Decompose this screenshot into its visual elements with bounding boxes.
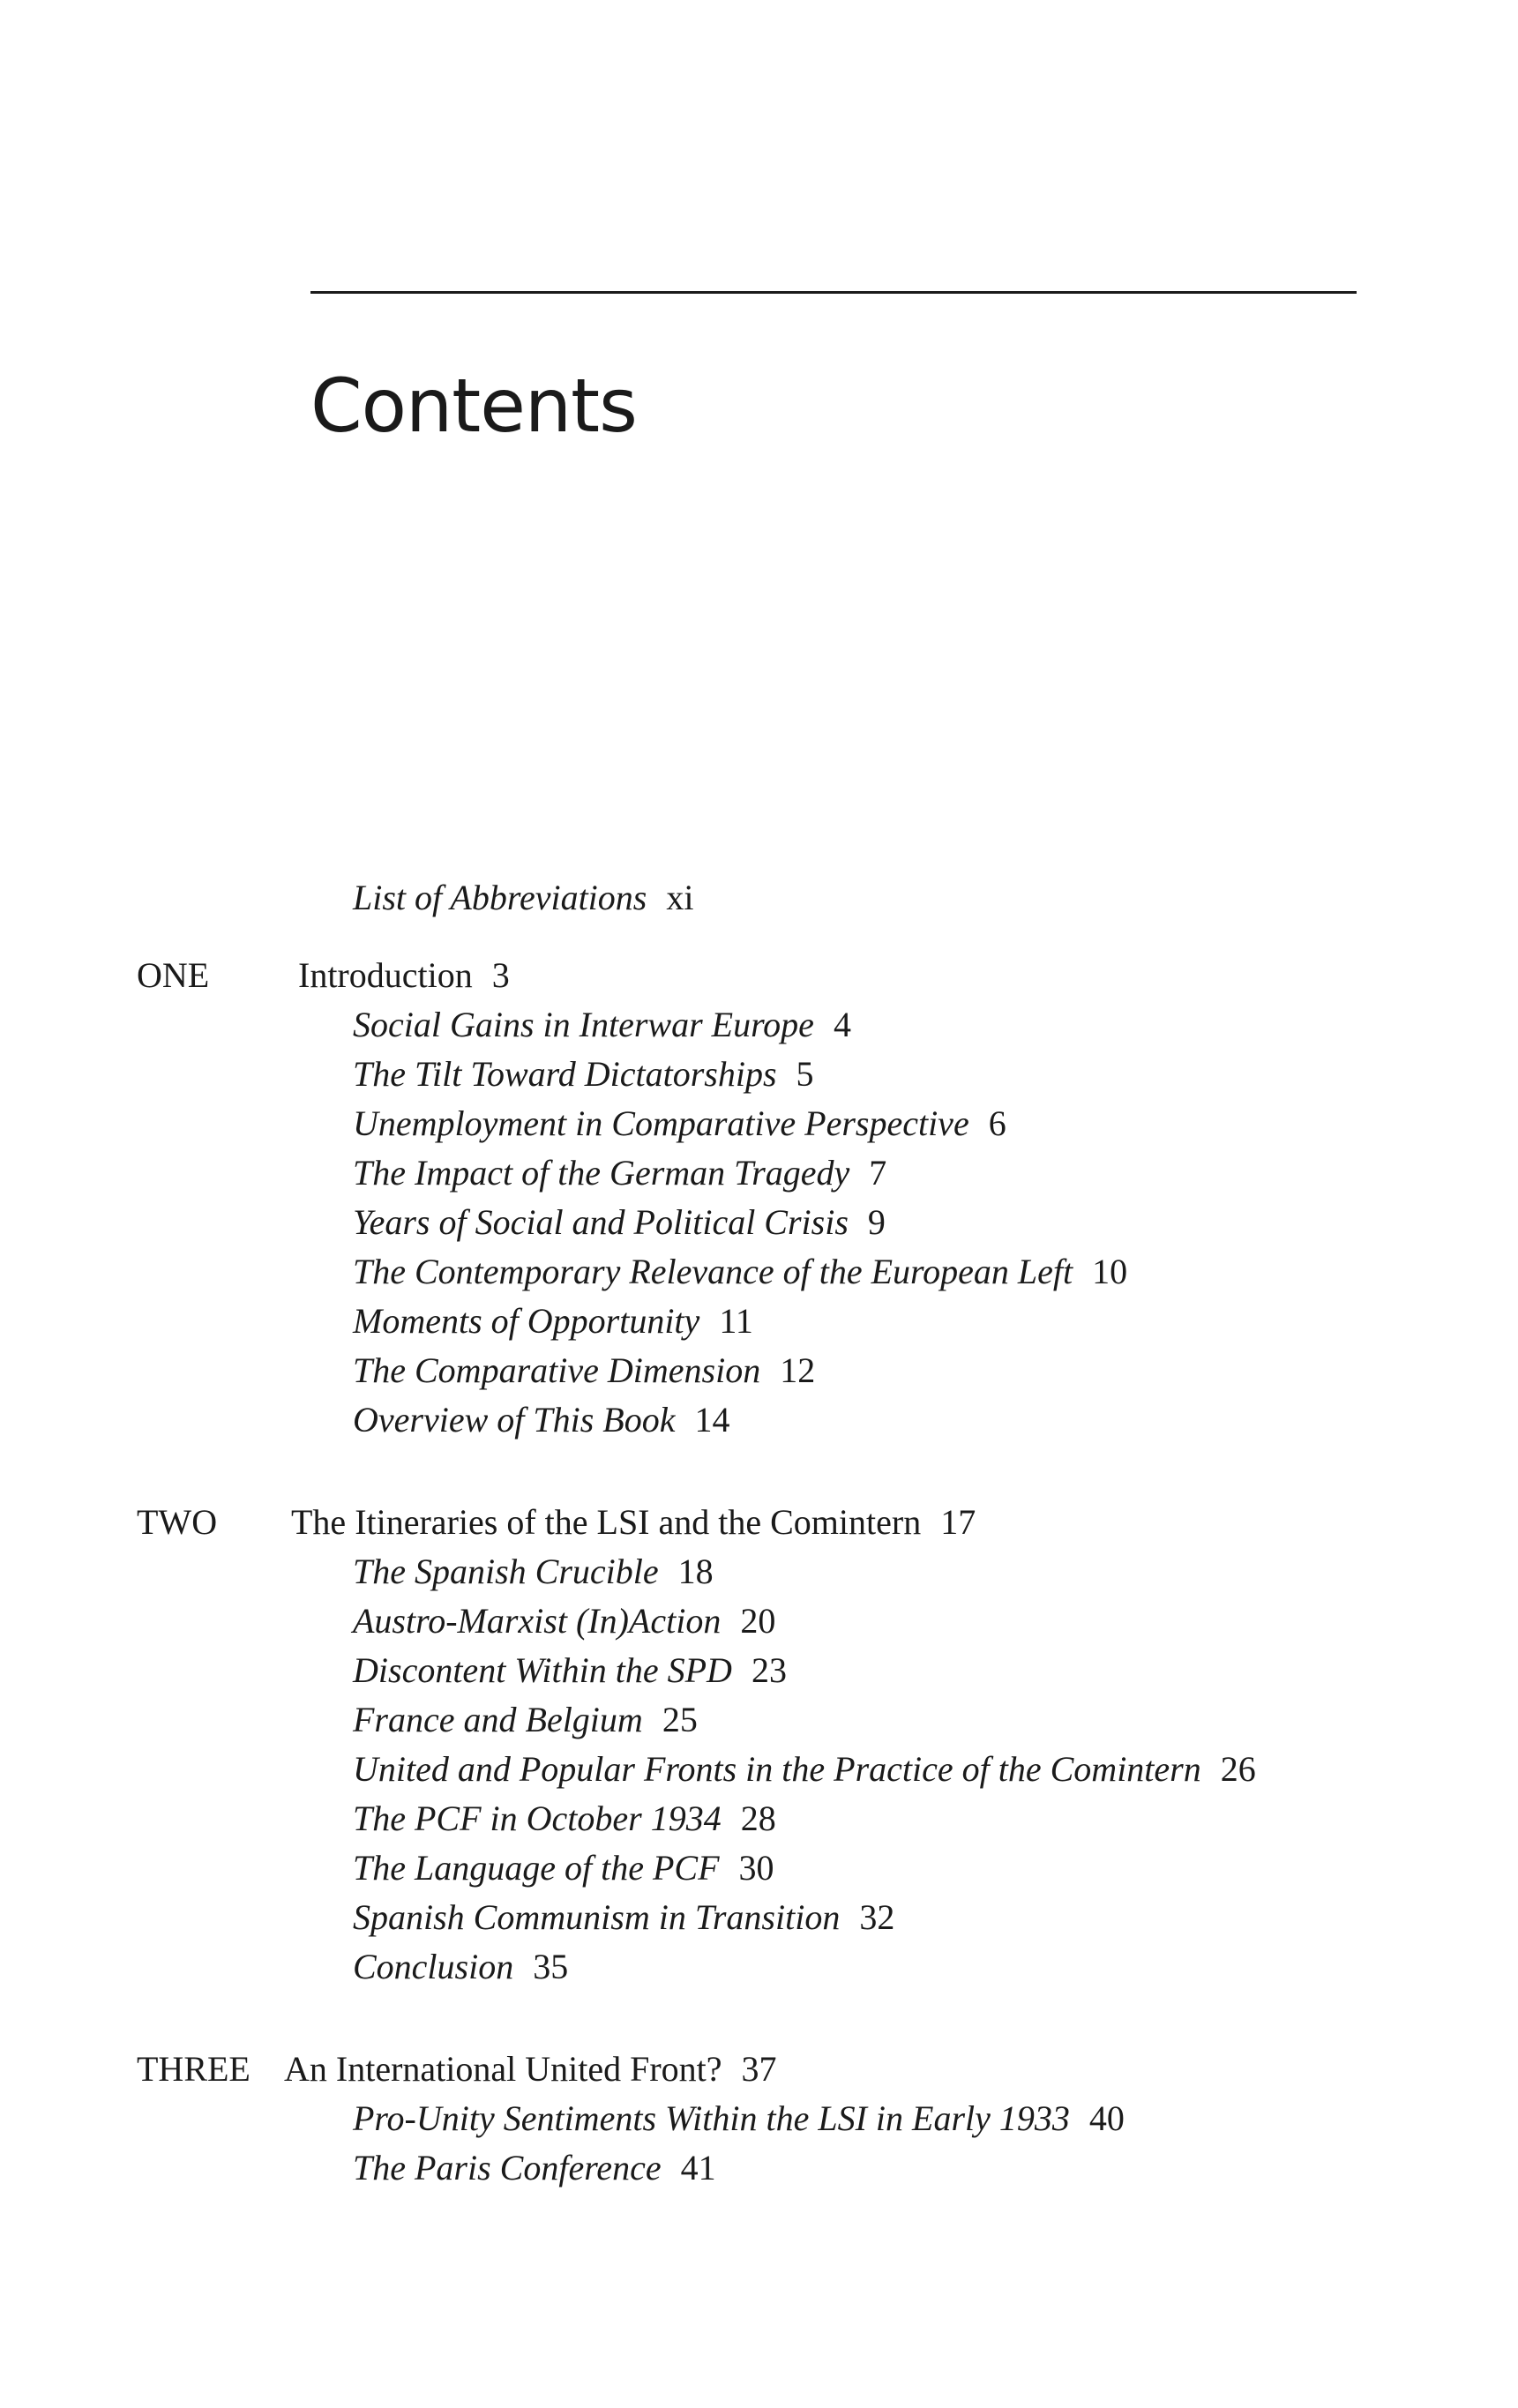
header-rule [310, 291, 1357, 294]
section-page: 23 [751, 1650, 787, 1690]
chapter-title: The Itineraries of the LSI and the Comintern [291, 1502, 922, 1542]
section-page: 18 [677, 1552, 714, 1591]
section-title: Years of Social and Political Crisis [353, 1202, 849, 1242]
page-title: Contents [310, 363, 637, 449]
chapter-title: An International United Front? [284, 2049, 722, 2089]
section-page: 30 [738, 1848, 774, 1888]
section-title: The Impact of the German Tragedy [353, 1153, 850, 1193]
section-title: Overview of This Book [353, 1400, 676, 1440]
section-title: Social Gains in Interwar Europe [353, 1005, 814, 1044]
section-page: 10 [1092, 1252, 1128, 1291]
section-title: The Comparative Dimension [353, 1350, 761, 1390]
chapter-title: Introduction [298, 955, 473, 995]
section-title: The Paris Conference [353, 2148, 662, 2187]
section-page: 40 [1088, 2098, 1125, 2138]
section-title: United and Popular Fronts in the Practice of the Comintern [353, 1749, 1201, 1789]
section-page: 12 [780, 1350, 816, 1390]
section-title: The PCF in October 1934 [353, 1799, 722, 1838]
chapter-page: 3 [491, 955, 510, 995]
chapter-page: 17 [940, 1502, 976, 1542]
section-title: Discontent Within the SPD [353, 1650, 732, 1690]
section-page: 7 [869, 1153, 887, 1193]
section-title: The Language of the PCF [353, 1848, 720, 1888]
section-page: 25 [662, 1700, 698, 1739]
entry-title: List of Abbreviations [353, 878, 647, 917]
section-page: 4 [833, 1005, 851, 1044]
section-page: 5 [796, 1054, 814, 1094]
section-title: Conclusion [353, 1947, 514, 1986]
chapter-label: TWO [137, 1502, 218, 1542]
section-title: The Tilt Toward Dictatorships [353, 1054, 777, 1094]
section-page: 41 [680, 2148, 716, 2187]
entry-page: xi [666, 878, 694, 917]
section-page: 28 [740, 1799, 776, 1838]
chapter-page: 37 [741, 2049, 777, 2089]
section-title: Austro-Marxist (In)Action [353, 1601, 722, 1641]
section-page: 35 [533, 1947, 569, 1986]
section-title: The Spanish Crucible [353, 1552, 659, 1591]
section-page: 20 [740, 1601, 776, 1641]
section-title: Pro-Unity Sentiments Within the LSI in Early 1933 [353, 2098, 1070, 2138]
section-page: 11 [719, 1301, 753, 1341]
section-page: 9 [867, 1202, 886, 1242]
section-page: 6 [988, 1103, 1006, 1143]
section-title: The Contemporary Relevance of the European Left [353, 1252, 1073, 1291]
section-page: 14 [694, 1400, 730, 1440]
section-title: Spanish Communism in Transition [353, 1897, 841, 1937]
chapter-label: ONE [137, 955, 210, 995]
section-page: 32 [859, 1897, 895, 1937]
section-title: France and Belgium [353, 1700, 643, 1739]
section-title: Moments of Opportunity [353, 1301, 700, 1341]
section-title: Unemployment in Comparative Perspective [353, 1103, 969, 1143]
chapter-label: THREE [137, 2049, 251, 2089]
section-page: 26 [1220, 1749, 1256, 1789]
